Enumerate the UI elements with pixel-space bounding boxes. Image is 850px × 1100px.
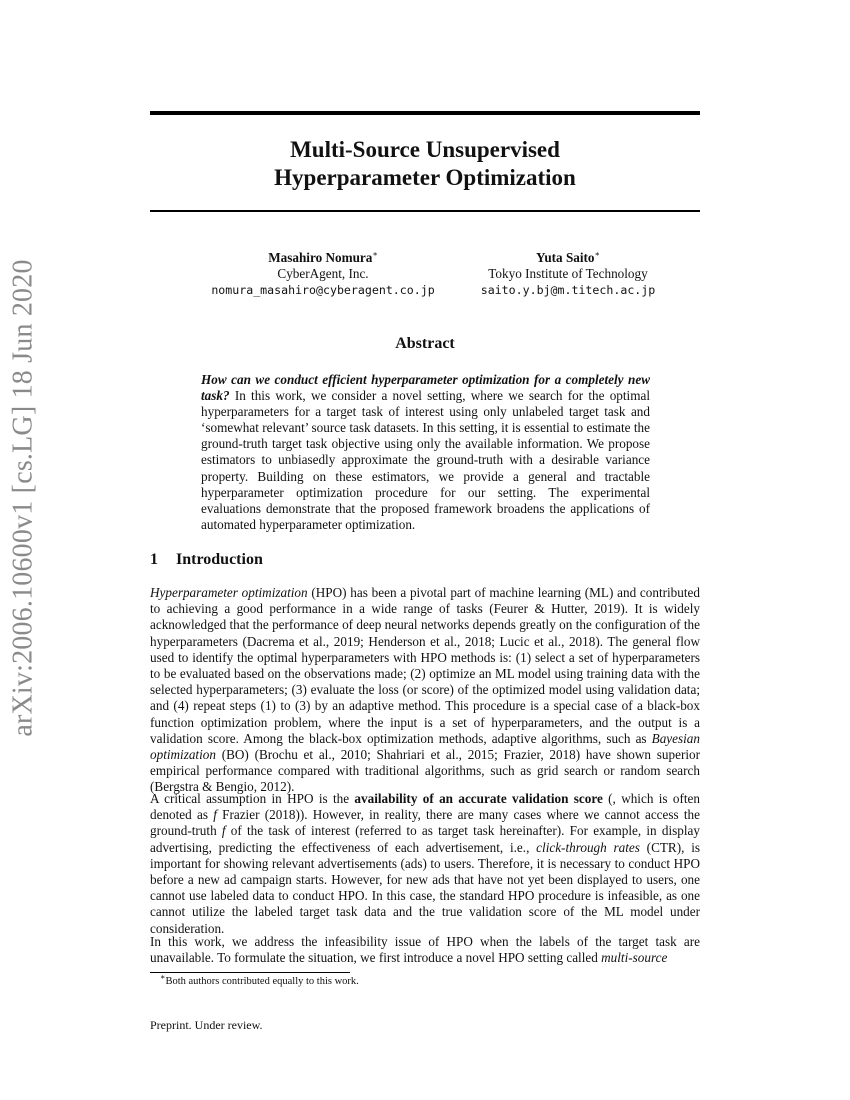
author-email[interactable]: nomura_masahiro@cyberagent.co.jp [211, 283, 435, 297]
section-title: Introduction [176, 551, 263, 568]
footnote-rule [150, 972, 350, 973]
intro-paragraph-1 [150, 585, 700, 796]
emphasis-hpo: Hyperparameter optimization [150, 585, 308, 600]
author-name: Masahiro Nomura [268, 250, 373, 265]
paragraph-text: A critical assumption in HPO is the [150, 791, 355, 806]
abstract-text [201, 372, 650, 533]
abstract-lead-question: How can we conduct efficient hyperparameter optimization for a completely new task? [201, 372, 650, 404]
section-number: 1 [150, 551, 158, 568]
preprint-footer: Preprint. Under review. [150, 1018, 263, 1032]
footnote-text: Both authors contributed equally to this work. [165, 976, 359, 987]
title-line-2: Hyperparameter Optimization [274, 165, 576, 190]
paper-title [150, 136, 700, 192]
arxiv-identifier-stamp: arXiv:2006.10600v1 [cs.LG] 18 Jun 2020 [8, 259, 40, 737]
paragraph-text: In this work, we address the infeasibility issue of HPO when the labels of the target task are unavailable. To formulate the situation, we first introduce a novel HPO setting called [150, 934, 700, 966]
author-footnote-mark: ∗ [372, 249, 378, 259]
author-email[interactable]: saito.y.bj@m.titech.ac.jp [480, 283, 656, 297]
paragraph-text: of the task of interest (referred to as target task hereinafter). For example, in display advertising, predicting the effectiveness of each advertisement, i.e., [150, 823, 700, 855]
footnote [160, 972, 359, 987]
intro-paragraph-2 [150, 791, 700, 937]
emphasis-ctr: click-through rates [536, 839, 640, 855]
title-top-rule [150, 111, 700, 115]
intro-paragraph-3 [150, 934, 700, 966]
author-affiliation: CyberAgent, Inc. [277, 266, 369, 281]
abstract-heading: Abstract [395, 335, 455, 352]
paragraph-text: (, which is often denoted as [150, 791, 700, 823]
emphasis-validation-score: availability of an accurate validation score [354, 791, 603, 806]
author-affiliation: Tokyo Institute of Technology [488, 266, 648, 281]
math-f: f [213, 807, 217, 823]
math-f: f [221, 823, 226, 839]
title-line-1: Multi-Source Unsupervised [290, 137, 560, 162]
emphasis-multi-source: multi-source [601, 950, 668, 966]
abstract-body: In this work, we consider a novel setting, where we search for the optimal hyperparameters for a target task of interest using only unlabeled target task and ‘somewhat relevant’ source task datasets. In this setting, it is essential to estimate the ground-truth target task objective using only the available information. We propose estimators to unbiasedly approximate the ground-truth with a desirable variance property. Building on these estimators, we provide a general and tractable hyperparameter optimization procedure for our setting. The experimental evaluations demonstrate that the proposed framework broadens the applications of automated hyperparameter optimization. [201, 388, 650, 532]
paragraph-text: (CTR), is important for showing relevant advertisements (ads) to users. Therefore, it is necessary to conduct HPO before a new ad campaign starts. However, for new ads that have not yet been displayed to users, one cannot use labeled data to conduct HPO. In this case, the standard HPO procedure is infeasible, as one cannot utilize the labeled target task data and the true validation score of the ML model under consideration. [150, 839, 700, 936]
author-footnote-mark: ∗ [594, 249, 600, 259]
author-block-2 [428, 250, 708, 298]
title-bottom-rule [150, 210, 700, 212]
paragraph-text: (BO) (Brochu et al., 2010; Shahriari et al., 2015; Frazier, 2018) have shown superior empirical performance compared with traditional algorithms, such as grid search or random search (Bergstra & Bengio, 2012). [150, 747, 700, 795]
paragraph-text: Frazier (2018)). However, in reality, there are many cases where we cannot access the ground-truth [150, 807, 701, 839]
emphasis-bayesian-optimization: Bayesian optimization [150, 730, 700, 763]
footnote-mark: ∗ [160, 972, 166, 982]
section-heading-introduction [150, 551, 263, 569]
author-name: Yuta Saito [536, 250, 595, 265]
author-block-1 [183, 250, 463, 298]
paragraph-text: (HPO) has been a pivotal part of machine learning (ML) and contributed to achieving a good performance in a wide range of tasks (Feurer & Hutter, 2019). It is widely acknowledged that the performance of deep neural networks depends greatly on the configuration of the hyperparameters (Dacrema et al., 2019; Henderson et al., 2018; Lucic et al., 2018). The general flow used to identify the optimal hyperparameters with HPO methods is: (1) select a set of hyperparameters to be evaluated based on the observations made; (2) optimize an ML model using training data with the selected hyperparameters; (3) evaluate the loss (or score) of the optimized model using validation data; and (4) repeat steps (1) to (3) by an adaptive method. This procedure is a special case of a black-box function optimization problem, where the input is a set of hyperparameters, and the output is a validation score. Among the black-box optimization methods, adaptive algorithms, such as [150, 585, 700, 746]
